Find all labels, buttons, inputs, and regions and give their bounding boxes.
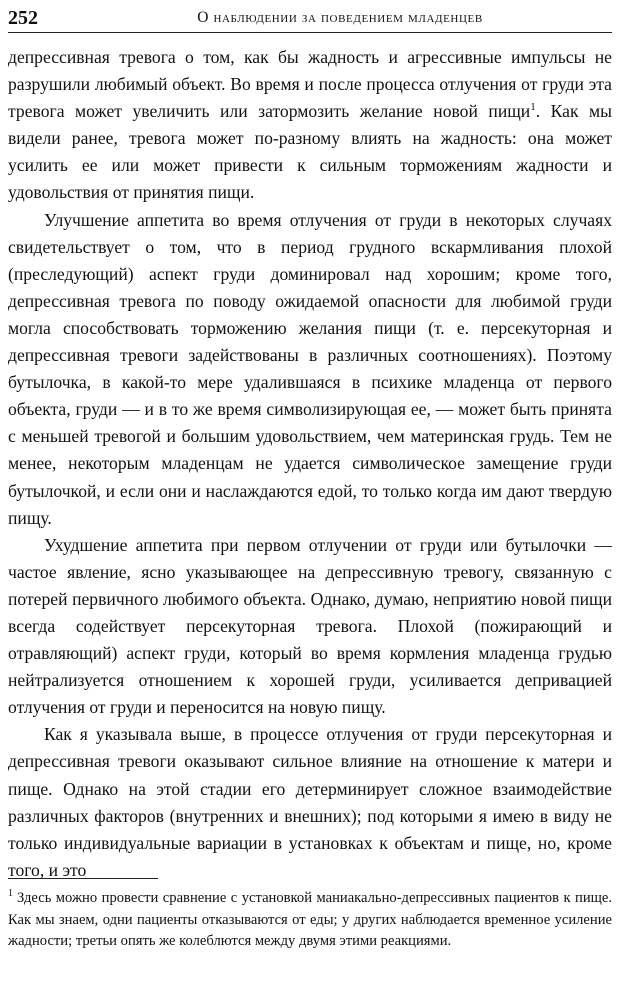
body-text <box>8 44 612 884</box>
paragraph-2: Улучшение аппетита во время отлучения от груди в некоторых случаях свидетельствует о том, что в период грудного вскармливания плохой (преследующий) аспект груди доминировал над хорошим; кроме того, депрессивная тревога по поводу ожидаемой опасности для любимой груди могла способствовать торможению желания пищи (т. е. персекуторная и депрессивная тревоги задействованы в различных соотношениях). Поэтому бутылочка, в какой-то мере удалившаяся в психике младенца от первого объекта, груди — и в то же время символизирующая ее, — может быть принята с меньшей тревогой и большим удовольствием, чем материнская грудь. Тем не менее, некоторым младенцам не удается символическое замещение груди бутылочкой, и если они и наслаждаются едой, то только когда им дают твердую пищу. <box>8 209 612 528</box>
page-number: 252 <box>8 6 38 29</box>
footnote-reference: 1 <box>530 101 536 114</box>
paragraph-3: Ухудшение аппетита при первом отлучении от груди или бутылочки — частое явление, ясно указывающее на депрессивную тревогу, связанную с потерей первичного любимого объекта. Однако, думаю, неприятию новой пищи всегда содействует персекуторная тревога. Плохой (пожирающий и отравляющий) аспект груди, который во время кормления младенца грудью нейтрализуется отношением к хорошей груди, усиливается депривацией отлучения от груди и переносится на новую пищу. <box>8 534 612 718</box>
paragraph-1-text: депрессивная тревога о том, как бы жадность и агрессивные импульсы не разрушили любимый объект. Во время и после процесса отлучения от груди эта тревога может увеличить или затормозить желание новой пищи <box>8 47 612 122</box>
page-header <box>8 4 612 33</box>
paragraph-1 <box>8 44 612 207</box>
running-head: О наблюдении за поведением младенцев <box>197 9 483 26</box>
footnote <box>8 888 612 953</box>
footnote-divider <box>8 878 158 879</box>
paragraph-1-tail: . Как мы видели ранее, тревога может по-разному влиять на жадность: она может усилить ее или может привести к сильным торможениям жадности и удовольствия от принятия пищи. <box>8 101 612 203</box>
paragraph-4: Как я указывала выше, в процессе отлучения от груди персекуторная и депрессивная тревоги оказывают сильное влияние на отношение к матери и пище. Однако на этой стадии его детерминирует сложное взаимодействие различных факторов (внутренних и внешних); под которыми я имею в виду не только индивидуальные вариации в установках к объектам и пище, но, кроме того, и это <box>8 724 612 880</box>
footnote-mark: 1 <box>8 888 13 900</box>
footnote-text: Здесь можно провести сравнение с установкой маниакально-депрессивных пациентов к пище. Как мы знаем, одни пациенты отказываются от еды; у других наблюдается временное усиление жадности; третьи опять же колеблются между двумя этими реакциями. <box>8 890 612 949</box>
